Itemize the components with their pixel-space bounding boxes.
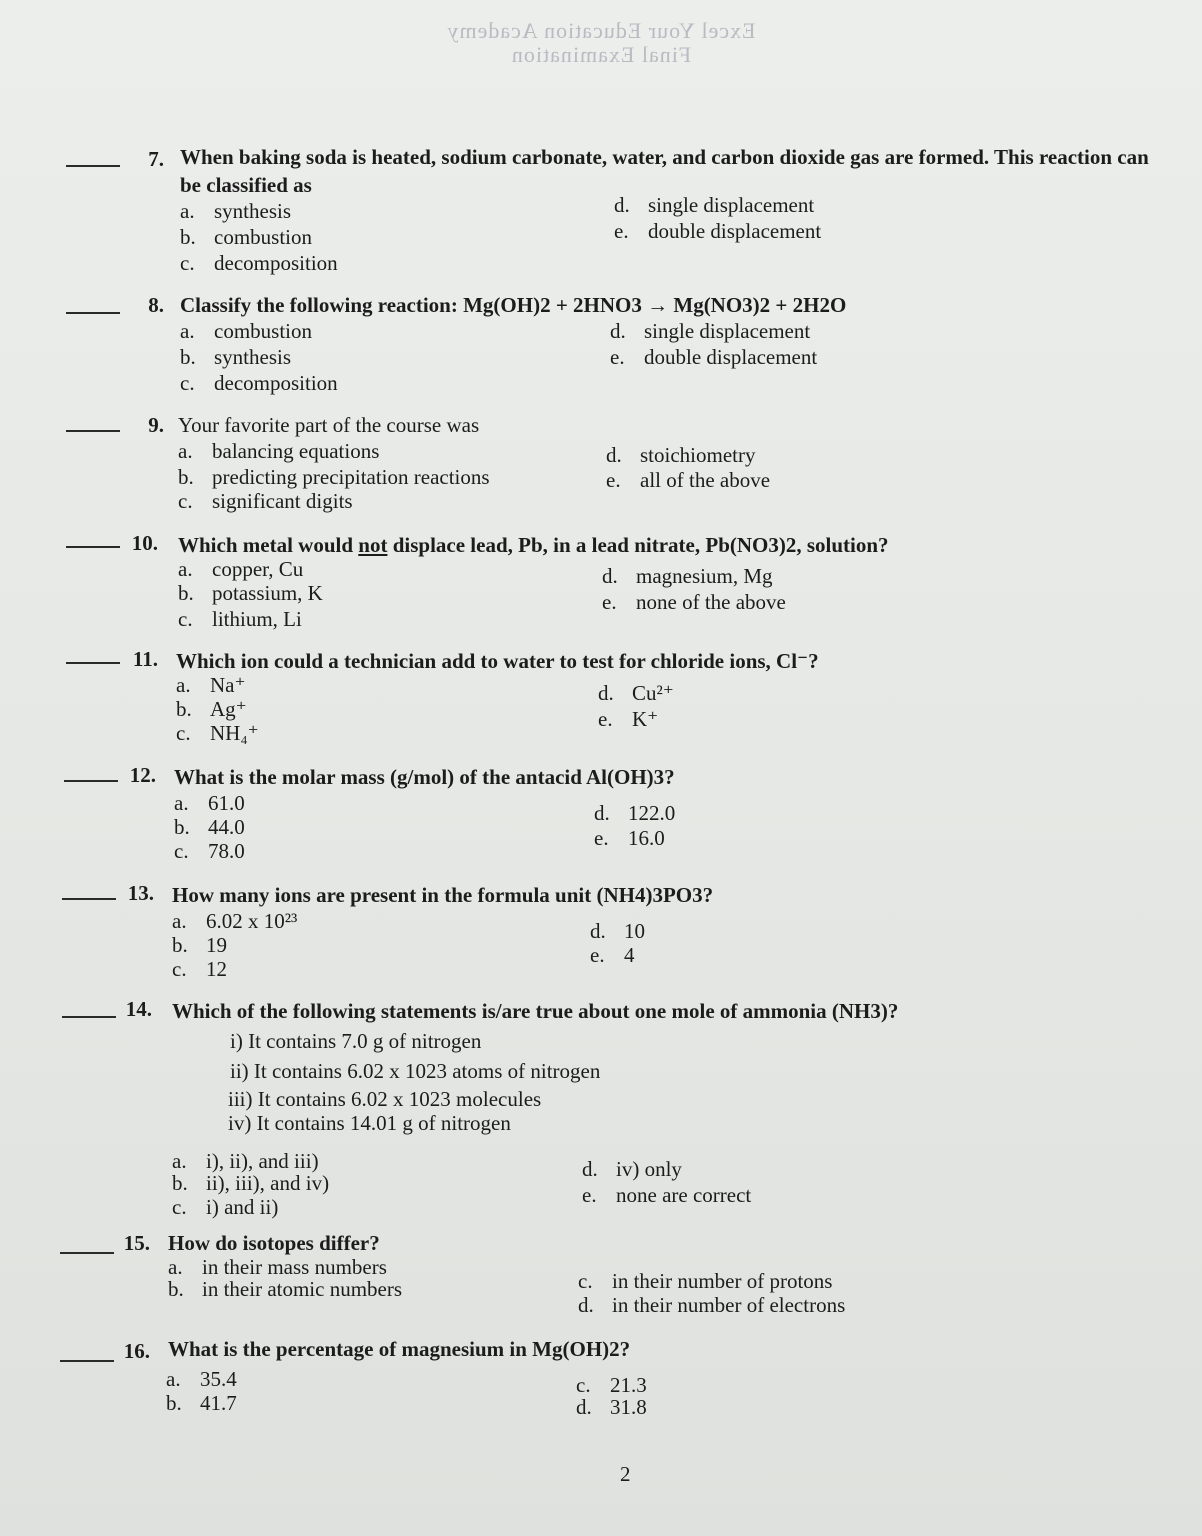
question-number: 16.: [123, 1339, 150, 1363]
option-a[interactable]: a. 6.02 x 10²³: [172, 909, 298, 933]
option-e[interactable]: e. all of the above: [606, 468, 771, 492]
question-stem: Which ion could a technician add to water to test for chloride ions, Cl⁻?: [176, 649, 819, 673]
answer-blank-10[interactable]: [66, 546, 120, 548]
option-b[interactable]: b. ii), iii), and iv): [172, 1171, 330, 1195]
option-a[interactable]: a. combustion: [180, 319, 312, 343]
question-stem: Which metal would not displace lead, Pb, in a lead nitrate, Pb(NO3)2, solution?: [178, 533, 889, 557]
option-e[interactable]: e. none are correct: [582, 1183, 752, 1207]
option-b[interactable]: b. combustion: [180, 225, 312, 249]
option-c[interactable]: c. decomposition: [180, 371, 338, 395]
answer-blank-7[interactable]: [66, 165, 120, 167]
option-c[interactable]: c. i) and ii): [172, 1195, 279, 1219]
option-c[interactable]: c. lithium, Li: [178, 607, 302, 631]
option-e[interactable]: e. K⁺: [598, 707, 659, 731]
question-stem: How do isotopes differ?: [168, 1231, 380, 1255]
statement-ii: ii) It contains 6.02 x 1023 atoms of nitrogen: [230, 1059, 601, 1083]
answer-blank-15[interactable]: [60, 1252, 114, 1254]
option-e[interactable]: e. double displacement: [610, 345, 818, 369]
option-d[interactable]: d. single displacement: [614, 193, 815, 217]
option-a[interactable]: a. 35.4: [166, 1367, 237, 1391]
option-a[interactable]: a. i), ii), and iii): [172, 1149, 319, 1173]
option-c[interactable]: c. 12: [172, 957, 227, 981]
question-stem: Classify the following reaction: Mg(OH)2 + 2HNO3 → Mg(NO3)2 + 2H2O: [180, 293, 847, 317]
statement-i: i) It contains 7.0 g of nitrogen: [230, 1029, 482, 1053]
option-c[interactable]: c. 21.3: [576, 1373, 647, 1397]
option-b[interactable]: b. Ag⁺: [176, 697, 247, 721]
option-d[interactable]: d. 10: [590, 919, 645, 943]
answer-blank-16[interactable]: [60, 1360, 114, 1362]
option-a[interactable]: a. copper, Cu: [178, 557, 304, 581]
question-number: 9.: [148, 413, 164, 437]
option-a[interactable]: a. in their mass numbers: [168, 1255, 387, 1279]
option-a[interactable]: a. balancing equations: [178, 439, 380, 463]
statement-iv: iv) It contains 14.01 g of nitrogen: [228, 1111, 511, 1135]
option-b[interactable]: b. in their atomic numbers: [168, 1277, 403, 1301]
option-e[interactable]: e. 4: [590, 943, 635, 967]
question-stem: What is the molar mass (g/mol) of the antacid Al(OH)3?: [174, 765, 675, 789]
option-d[interactable]: d. single displacement: [610, 319, 811, 343]
question-stem: What is the percentage of magnesium in Mg(OH)2?: [168, 1337, 631, 1361]
question-number: 13.: [127, 881, 154, 905]
option-d[interactable]: d. stoichiometry: [606, 443, 756, 467]
answer-blank-13[interactable]: [62, 898, 116, 900]
bleed-through-subtitle: Final Examination: [510, 42, 692, 67]
answer-blank-12[interactable]: [64, 780, 118, 782]
option-b[interactable]: b. 19: [172, 933, 227, 957]
answer-blank-9[interactable]: [66, 430, 120, 432]
question-stem: Which of the following statements is/are true about one mole of ammonia (NH3)?: [172, 999, 899, 1023]
option-b[interactable]: b. predicting precipitation reactions: [178, 465, 490, 489]
option-b[interactable]: b. 44.0: [174, 815, 245, 839]
option-c[interactable]: c. in their number of protons: [578, 1269, 833, 1293]
option-c[interactable]: c. 78.0: [174, 839, 245, 863]
option-b[interactable]: b. 41.7: [166, 1391, 237, 1415]
question-number: 7.: [148, 147, 164, 171]
option-e[interactable]: e. double displacement: [614, 219, 822, 243]
option-d[interactable]: d. Cu²⁺: [598, 681, 674, 705]
option-d[interactable]: d. in their number of electrons: [578, 1293, 846, 1317]
question-stem-cont: be classified as: [180, 173, 312, 197]
question-number: 8.: [148, 293, 164, 317]
option-a[interactable]: a. Na⁺: [176, 673, 246, 697]
option-a[interactable]: a. synthesis: [180, 199, 292, 223]
question-number: 10.: [131, 531, 158, 555]
option-a[interactable]: a. 61.0: [174, 791, 245, 815]
option-d[interactable]: d. 122.0: [594, 801, 676, 825]
option-c[interactable]: c. decomposition: [180, 251, 338, 275]
option-e[interactable]: e. none of the above: [602, 590, 786, 614]
option-d[interactable]: d. iv) only: [582, 1157, 682, 1181]
option-d[interactable]: d. 31.8: [576, 1395, 647, 1419]
page-number: 2: [620, 1462, 631, 1486]
question-number: 15.: [123, 1231, 150, 1255]
option-e[interactable]: e. 16.0: [594, 826, 665, 850]
question-stem: Your favorite part of the course was: [178, 413, 480, 437]
answer-blank-8[interactable]: [66, 312, 120, 314]
answer-blank-14[interactable]: [62, 1016, 116, 1018]
option-c[interactable]: c. significant digits: [178, 489, 353, 513]
statement-iii: iii) It contains 6.02 x 1023 molecules: [228, 1087, 542, 1111]
question-stem: How many ions are present in the formula unit (NH4)3PO3?: [172, 883, 714, 907]
question-stem: When baking soda is heated, sodium carbonate, water, and carbon dioxide gas are formed. This reaction can: [180, 145, 1149, 169]
option-b[interactable]: b. synthesis: [180, 345, 292, 369]
answer-blank-11[interactable]: [66, 662, 120, 664]
option-d[interactable]: d. magnesium, Mg: [602, 564, 773, 588]
question-number: 11.: [132, 647, 158, 671]
question-number: 14.: [125, 997, 152, 1021]
question-number: 12.: [129, 763, 156, 787]
bleed-through-title: Excel Your Education Academy: [446, 18, 756, 43]
option-b[interactable]: b. potassium, K: [178, 581, 323, 605]
option-c[interactable]: c. NH₄⁺: [176, 721, 259, 745]
